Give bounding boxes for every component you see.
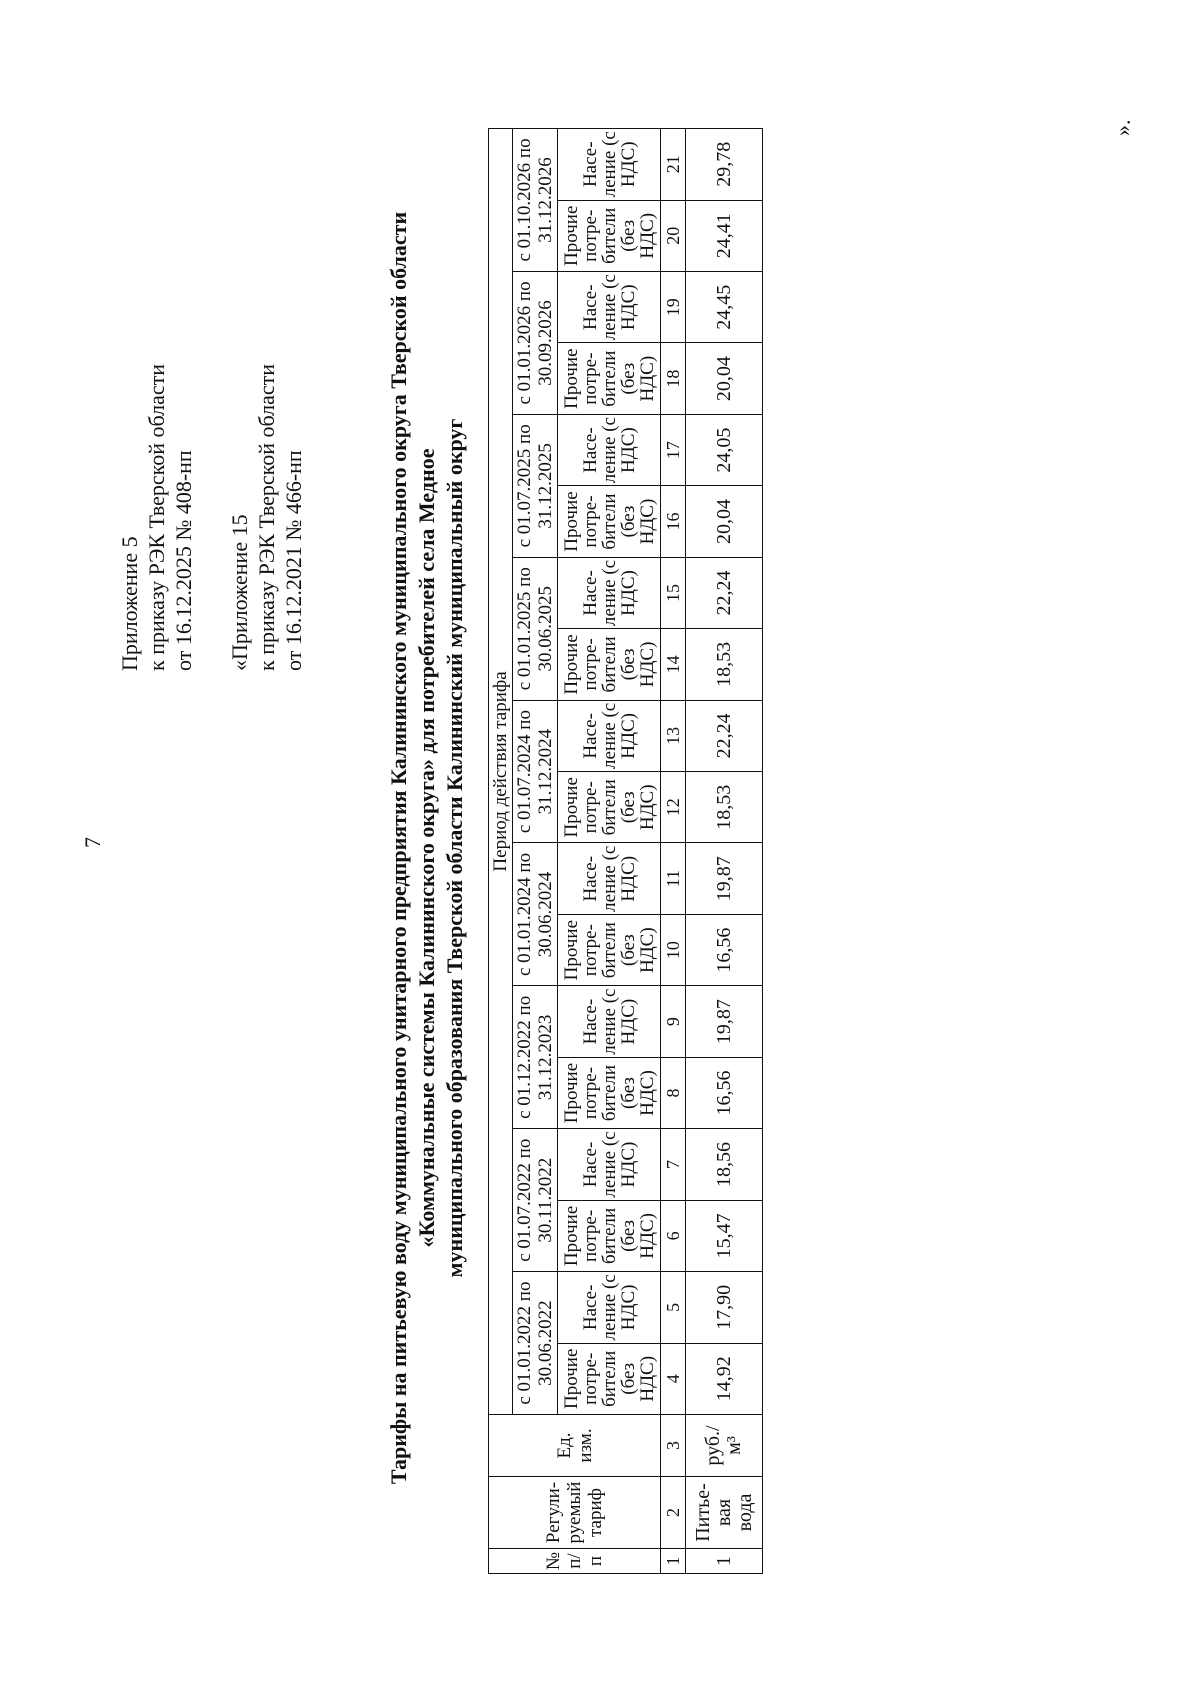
column-number: 6 — [661, 1200, 686, 1271]
header-tariff: Регули-руемый тариф — [489, 1477, 661, 1549]
header-population: Насе-ление (с НДС) — [558, 1272, 661, 1343]
tariff-value: 24,45 — [686, 272, 763, 343]
header-other-consumers: Прочие потре-бители (без НДС) — [558, 914, 661, 985]
period-header: с 01.01.2022 по 30.06.2022 — [513, 1272, 558, 1415]
tariff-value: 19,87 — [686, 986, 763, 1057]
annex-current-line3: от 16.12.2025 № 408-нп — [171, 450, 196, 671]
tariff-value: 18,53 — [686, 772, 763, 843]
column-number: 11 — [661, 843, 686, 914]
header-population: Насе-ление (с НДС) — [558, 1129, 661, 1200]
header-other-consumers: Прочие потре-бители (без НДС) — [558, 343, 661, 414]
header-other-consumers: Прочие потре-бители (без НДС) — [558, 629, 661, 700]
annex-current-line2: к приказу РЭК Тверской области — [144, 363, 169, 671]
title-line2: «Коммунальные системы Калининского округа» для потребителей села Медное — [414, 448, 439, 1248]
tariff-value: 18,53 — [686, 629, 763, 700]
column-number: 9 — [661, 986, 686, 1057]
tariff-value: 29,78 — [686, 128, 763, 200]
header-population: Насе-ление (с НДС) — [558, 557, 661, 628]
row-tariff: Питье-вая вода — [686, 1477, 763, 1549]
tariff-value: 22,24 — [686, 700, 763, 771]
annex-original-line3: от 16.12.2021 № 466-нп — [281, 450, 306, 671]
header-unit: Ед. изм. — [489, 1415, 661, 1477]
column-number: 8 — [661, 1057, 686, 1128]
header-num: № п/п — [489, 1549, 661, 1574]
consumer-header-row — [558, 128, 661, 1573]
page-number: 7 — [80, 837, 105, 848]
column-number: 14 — [661, 629, 686, 700]
tariff-value: 20,04 — [686, 486, 763, 557]
column-number: 7 — [661, 1129, 686, 1200]
period-header: с 01.07.2022 по 30.11.2022 — [513, 1129, 558, 1272]
title-line3: муниципального образования Тверской области Калининский муниципальный округ — [442, 418, 467, 1278]
tariff-value: 15,47 — [686, 1200, 763, 1271]
tariff-value: 16,56 — [686, 914, 763, 985]
header-other-consumers: Прочие потре-бители (без НДС) — [558, 772, 661, 843]
column-number: 19 — [661, 272, 686, 343]
header-other-consumers: Прочие потре-бители (без НДС) — [558, 1200, 661, 1271]
tariff-value: 24,41 — [686, 200, 763, 271]
tariff-value: 19,87 — [686, 843, 763, 914]
tariff-table-body — [489, 128, 763, 1573]
column-number: 3 — [661, 1415, 686, 1477]
header-other-consumers: Прочие потре-бители (без НДС) — [558, 1343, 661, 1414]
header-other-consumers: Прочие потре-бители (без НДС) — [558, 1057, 661, 1128]
tariff-value: 16,56 — [686, 1057, 763, 1128]
column-number: 20 — [661, 200, 686, 271]
column-number: 5 — [661, 1272, 686, 1343]
tariff-value: 20,04 — [686, 343, 763, 414]
column-number: 15 — [661, 557, 686, 628]
header-population: Насе-ление (с НДС) — [558, 843, 661, 914]
period-header: с 01.01.2026 по 30.09.2026 — [513, 272, 558, 415]
tariff-table — [488, 128, 763, 1574]
table-row — [686, 128, 763, 1573]
period-header: с 01.07.2024 по 31.12.2024 — [513, 700, 558, 843]
tariff-value: 22,24 — [686, 557, 763, 628]
header-period: Период действия тарифа — [489, 128, 513, 1414]
column-number: 4 — [661, 1343, 686, 1414]
tariff-value: 14,92 — [686, 1343, 763, 1414]
period-header: с 01.12.2022 по 31.12.2023 — [513, 986, 558, 1129]
column-number: 16 — [661, 486, 686, 557]
period-header: с 01.01.2024 по 30.06.2024 — [513, 843, 558, 986]
tariff-value: 18,56 — [686, 1129, 763, 1200]
row-unit: руб./м³ — [686, 1415, 763, 1477]
period-header: с 01.07.2025 по 31.12.2025 — [513, 414, 558, 557]
row-num: 1 — [686, 1549, 763, 1574]
column-number: 12 — [661, 772, 686, 843]
header-population: Насе-ление (с НДС) — [558, 128, 661, 200]
period-header: с 01.01.2025 по 30.06.2025 — [513, 557, 558, 700]
annex-current — [116, 364, 197, 671]
document-title — [385, 0, 469, 1696]
column-number-row — [661, 128, 686, 1573]
header-population: Насе-ление (с НДС) — [558, 986, 661, 1057]
closing-mark: ». — [1110, 119, 1135, 136]
annex-original-line1: «Приложение 15 — [227, 514, 252, 671]
header-other-consumers: Прочие потре-бители (без НДС) — [558, 200, 661, 271]
header-population: Насе-ление (с НДС) — [558, 700, 661, 771]
annex-current-line1: Приложение 5 — [117, 536, 142, 671]
header-other-consumers: Прочие потре-бители (без НДС) — [558, 486, 661, 557]
header-population: Насе-ление (с НДС) — [558, 272, 661, 343]
column-number: 2 — [661, 1477, 686, 1549]
column-number: 21 — [661, 128, 686, 200]
tariff-value: 17,90 — [686, 1272, 763, 1343]
tariff-value: 24,05 — [686, 414, 763, 485]
column-number: 18 — [661, 343, 686, 414]
column-number: 13 — [661, 700, 686, 771]
period-header-row — [513, 128, 558, 1573]
annex-original-line2: к приказу РЭК Тверской области — [254, 363, 279, 671]
title-line1: Тарифы на питьевую воду муниципального унитарного предприятия Калининского муниципального округа Тверской области — [386, 211, 411, 1485]
column-number: 17 — [661, 414, 686, 485]
column-number: 10 — [661, 914, 686, 985]
header-population: Насе-ление (с НДС) — [558, 414, 661, 485]
annex-original — [226, 364, 307, 671]
period-header: с 01.10.2026 по 31.12.2026 — [513, 128, 558, 271]
column-number: 1 — [661, 1549, 686, 1574]
